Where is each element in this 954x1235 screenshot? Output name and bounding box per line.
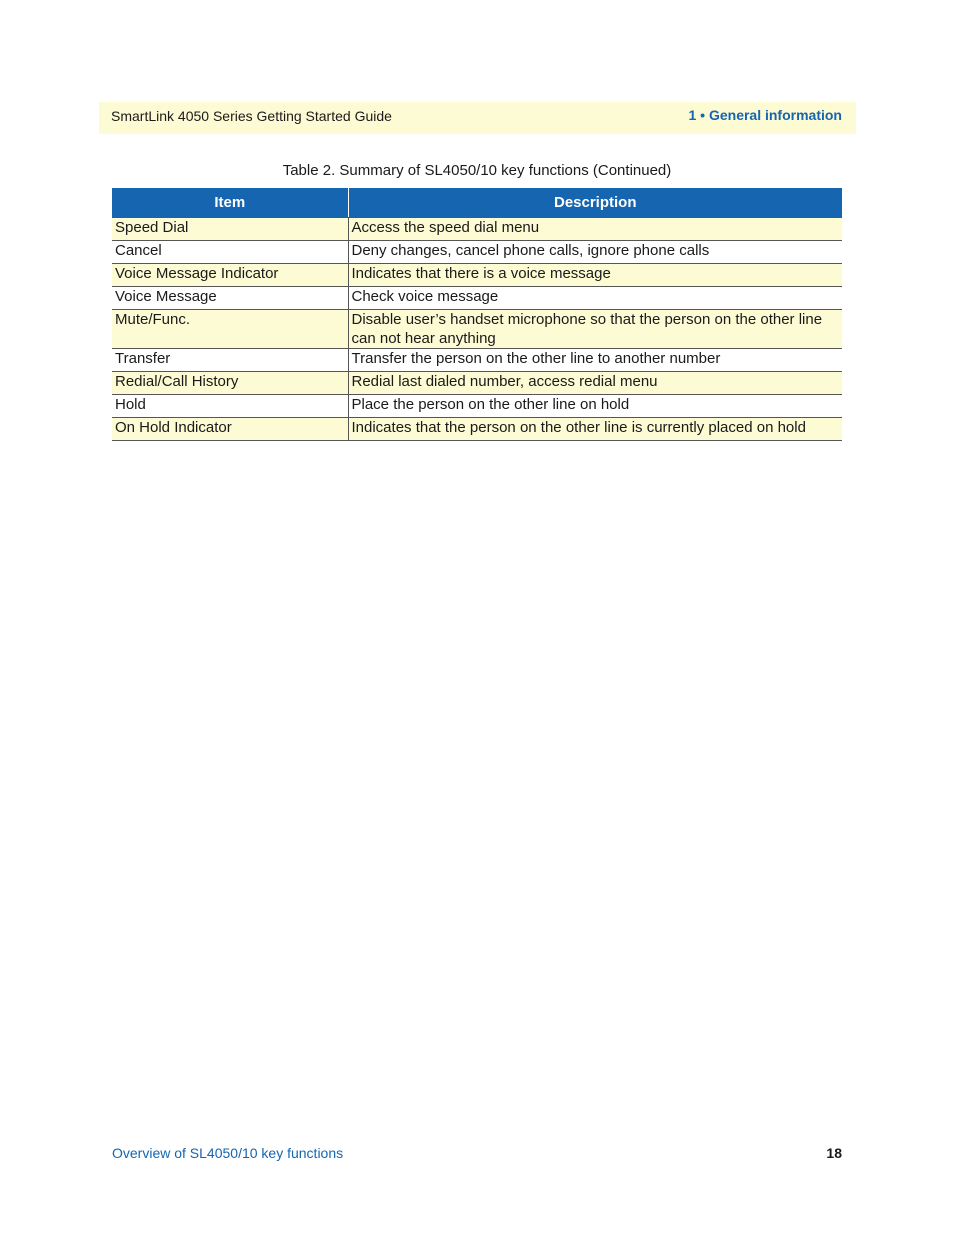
description-cell: Indicates that there is a voice message [348,264,842,287]
description-cell: Place the person on the other line on hold [348,395,842,418]
description-cell: Check voice message [348,287,842,310]
item-cell: Cancel [112,241,348,264]
table-row [112,218,842,241]
table-row [112,310,842,349]
item-cell: Speed Dial [112,218,348,241]
header-document-title: SmartLink 4050 Series Getting Started Guide [111,108,392,124]
column-header-description: Description [348,188,842,218]
description-cell: Transfer the person on the other line to another number [348,349,842,372]
table-row [112,418,842,441]
item-cell: Voice Message [112,287,348,310]
page-number: 18 [826,1145,842,1161]
table-row [112,264,842,287]
description-cell: Access the speed dial menu [348,218,842,241]
table-caption: Table 2. Summary of SL4050/10 key functions (Continued) [282,162,672,179]
item-cell: Voice Message Indicator [112,264,348,287]
table-row [112,287,842,310]
description-cell: Redial last dialed number, access redial menu [348,372,842,395]
table-row [112,241,842,264]
table-row [112,395,842,418]
table-header-row [112,188,842,218]
item-cell: On Hold Indicator [112,418,348,441]
header-chapter-link[interactable]: 1 • General information [688,107,842,123]
table-row [112,372,842,395]
item-cell: Redial/Call History [112,372,348,395]
item-cell: Mute/Func. [112,310,348,349]
item-cell: Transfer [112,349,348,372]
description-cell: Disable user’s handset microphone so that the person on the other line can not hear anything [348,310,842,349]
item-cell: Hold [112,395,348,418]
description-cell: Indicates that the person on the other line is currently placed on hold [348,418,842,441]
key-functions-table [112,188,842,441]
running-header [99,102,856,134]
column-header-item: Item [112,188,348,218]
footer-section-link[interactable]: Overview of SL4050/10 key functions [112,1145,344,1161]
description-cell: Deny changes, cancel phone calls, ignore phone calls [348,241,842,264]
table-row [112,349,842,372]
